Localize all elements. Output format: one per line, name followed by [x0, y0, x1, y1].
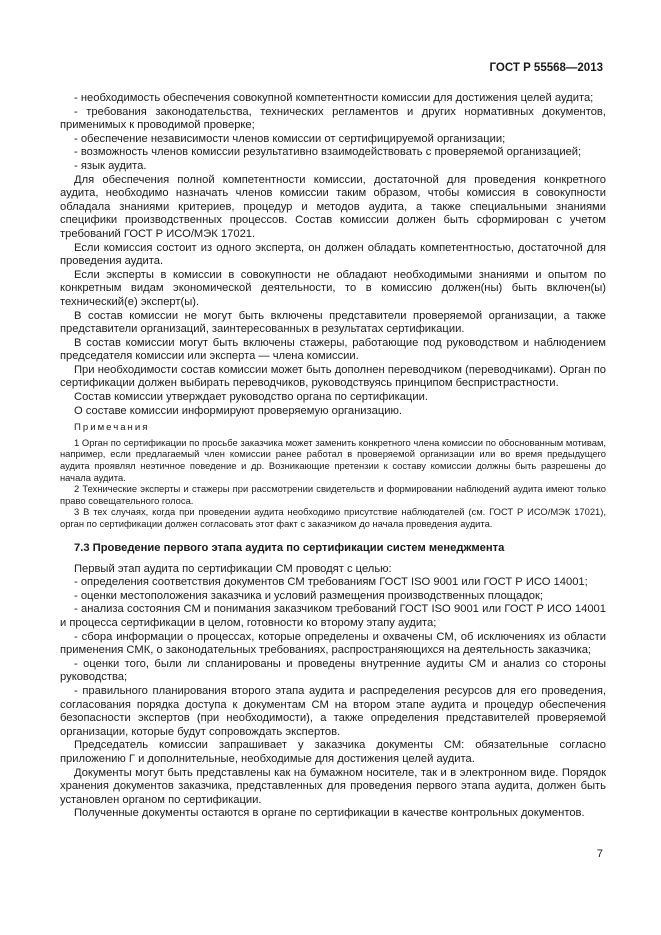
standard-header: ГОСТ Р 55568—2013 — [489, 62, 603, 74]
paragraph: - правильного планирования второго этапа аудита и распределения ресурсов для его проведения, согласования порядка доступа к документам СМ на втором этапе аудита и процедур обеспечения безопасности экспертов (при необходимости), а также определения представителей проверяемой организации, которые будут сопровождать экспертов. — [60, 684, 606, 738]
paragraph: При необходимости состав комиссии может быть дополнен переводчиком (переводчиками). Орган по сертификации должен выбирать переводчиков, руководствуясь принципом беспристрастности. — [60, 363, 606, 390]
paragraph: - требования законодательства, технических регламентов и других нормативных документов, применимых к проводимой проверке; — [60, 105, 606, 132]
paragraph: В состав комиссии могут быть включены стажеры, работающие под руководством и наблюдением председателя комиссии или эксперта — члена комиссии. — [60, 336, 606, 363]
paragraph: Если комиссия состоит из одного эксперта, он должен обладать компетентностью, достаточной для проведения аудита. — [60, 241, 606, 268]
paragraph: - анализа состояния СМ и понимания заказчиком требований ГОСТ ISO 9001 или ГОСТ Р ИСО 14001 и процесса сертификации в целом, готовности ко второму этапу аудита; — [60, 603, 606, 629]
paragraph: - определения соответствия документов СМ требованиям ГОСТ ISO 9001 или ГОСТ Р ИСО 14001; — [74, 576, 588, 589]
document-body — [60, 92, 606, 821]
paragraph: - обеспечение независимости членов комиссии от сертифицируемой организации; — [74, 132, 506, 145]
page-number: 7 — [596, 848, 603, 860]
paragraph: - необходимость обеспечения совокупной компетентности комиссии для достижения целей аудита; — [74, 92, 594, 104]
note-item: 2 Технические эксперты и стажеры при рассмотрении свидетельств и формировании наблюдений аудита имеют только право совещательного голоса. — [60, 483, 606, 506]
paragraph: - сбора информации о процессах, которые определены и охвачены СМ, об исключениях из области применения СМК, о законодательных требованиях, распространяющихся на деятельность заказчика; — [60, 630, 606, 657]
paragraph: - возможность членов комиссии результативно взаимодействовать с проверяемой организацией; — [74, 146, 582, 159]
paragraph: Первый этап аудита по сертификации СМ проводят с целью: — [74, 562, 392, 575]
note-item: 3 В тех случаях, когда при проведении аудита необходимо присутствие наблюдателей (см. ГОСТ Р ИСО/МЭК 17021), орган по сертификации должен согласовать этот факт с заказчиком до начала проведения аудита. — [60, 506, 606, 529]
section-heading: 7.3 Проведение первого этапа аудита по сертификации систем менеджмента — [74, 541, 505, 554]
paragraph: Состав комиссии утверждает руководство органа по сертификации. — [74, 391, 428, 404]
paragraph: Для обеспечения полной компетентности комиссии, достаточной для проведения конкретного аудита, необходимо назначать членов комиссии таким образом, чтобы комиссия в совокупности обладала знаниями критериев, процедур и методов аудита, а также специальными знаниями специфики производственных процессов. Состав комиссии должен быть сформирован с учетом требований ГОСТ Р ИСО/МЭК 17021. — [60, 173, 606, 240]
paragraph: - оценки местоположения заказчика и условий размещения производственных площадок; — [74, 589, 543, 602]
paragraph: - язык аудита. — [74, 159, 147, 172]
paragraph: Председатель комиссии запрашивает у заказчика документы СМ: обязательные согласно приложению Г и дополнительные, необходимые для достижения целей аудита. — [60, 739, 606, 765]
paragraph: Если эксперты в комиссии в совокупности не обладают необходимыми знаниями и опытом по конкретным видам экономической деятельности, то в комиссию должен(ны) быть включен(ы) технический(е) эксперт(ы). — [60, 268, 606, 308]
paragraph: О составе комиссии информируют проверяемую организацию. — [74, 404, 403, 417]
notes-block — [60, 422, 606, 529]
paragraph: В состав комиссии не могут быть включены представители проверяемой организации, а также представители организаций, заинтересованных в результатах сертификации. — [60, 309, 606, 336]
paragraph: Полученные документы остаются в органе по сертификации в качестве контрольных документов. — [74, 807, 585, 820]
paragraph: Документы могут быть представлены как на бумажном носителе, так и в электронном виде. Порядок хранения документов заказчика, представленных для проведения первого этапа аудита, должен быть установлен органом по сертификации. — [60, 766, 606, 806]
paragraph: - оценки того, были ли спланированы и проведены внутренние аудиты СМ и анализ со стороны руководства; — [60, 657, 606, 684]
notes-title: Примечания — [74, 422, 150, 434]
note-item: 1 Орган по сертификации по просьбе заказчика может заменить конкретного члена комиссии по обоснованным мотивам, например, если предлагаемый член комиссии ранее работал в проверяемой организации или во время предыдущего аудита проявлял неэтичное поведение и др. Возникающие претензии к составу комиссии должны быть разрешены до начала аудита. — [60, 436, 606, 483]
